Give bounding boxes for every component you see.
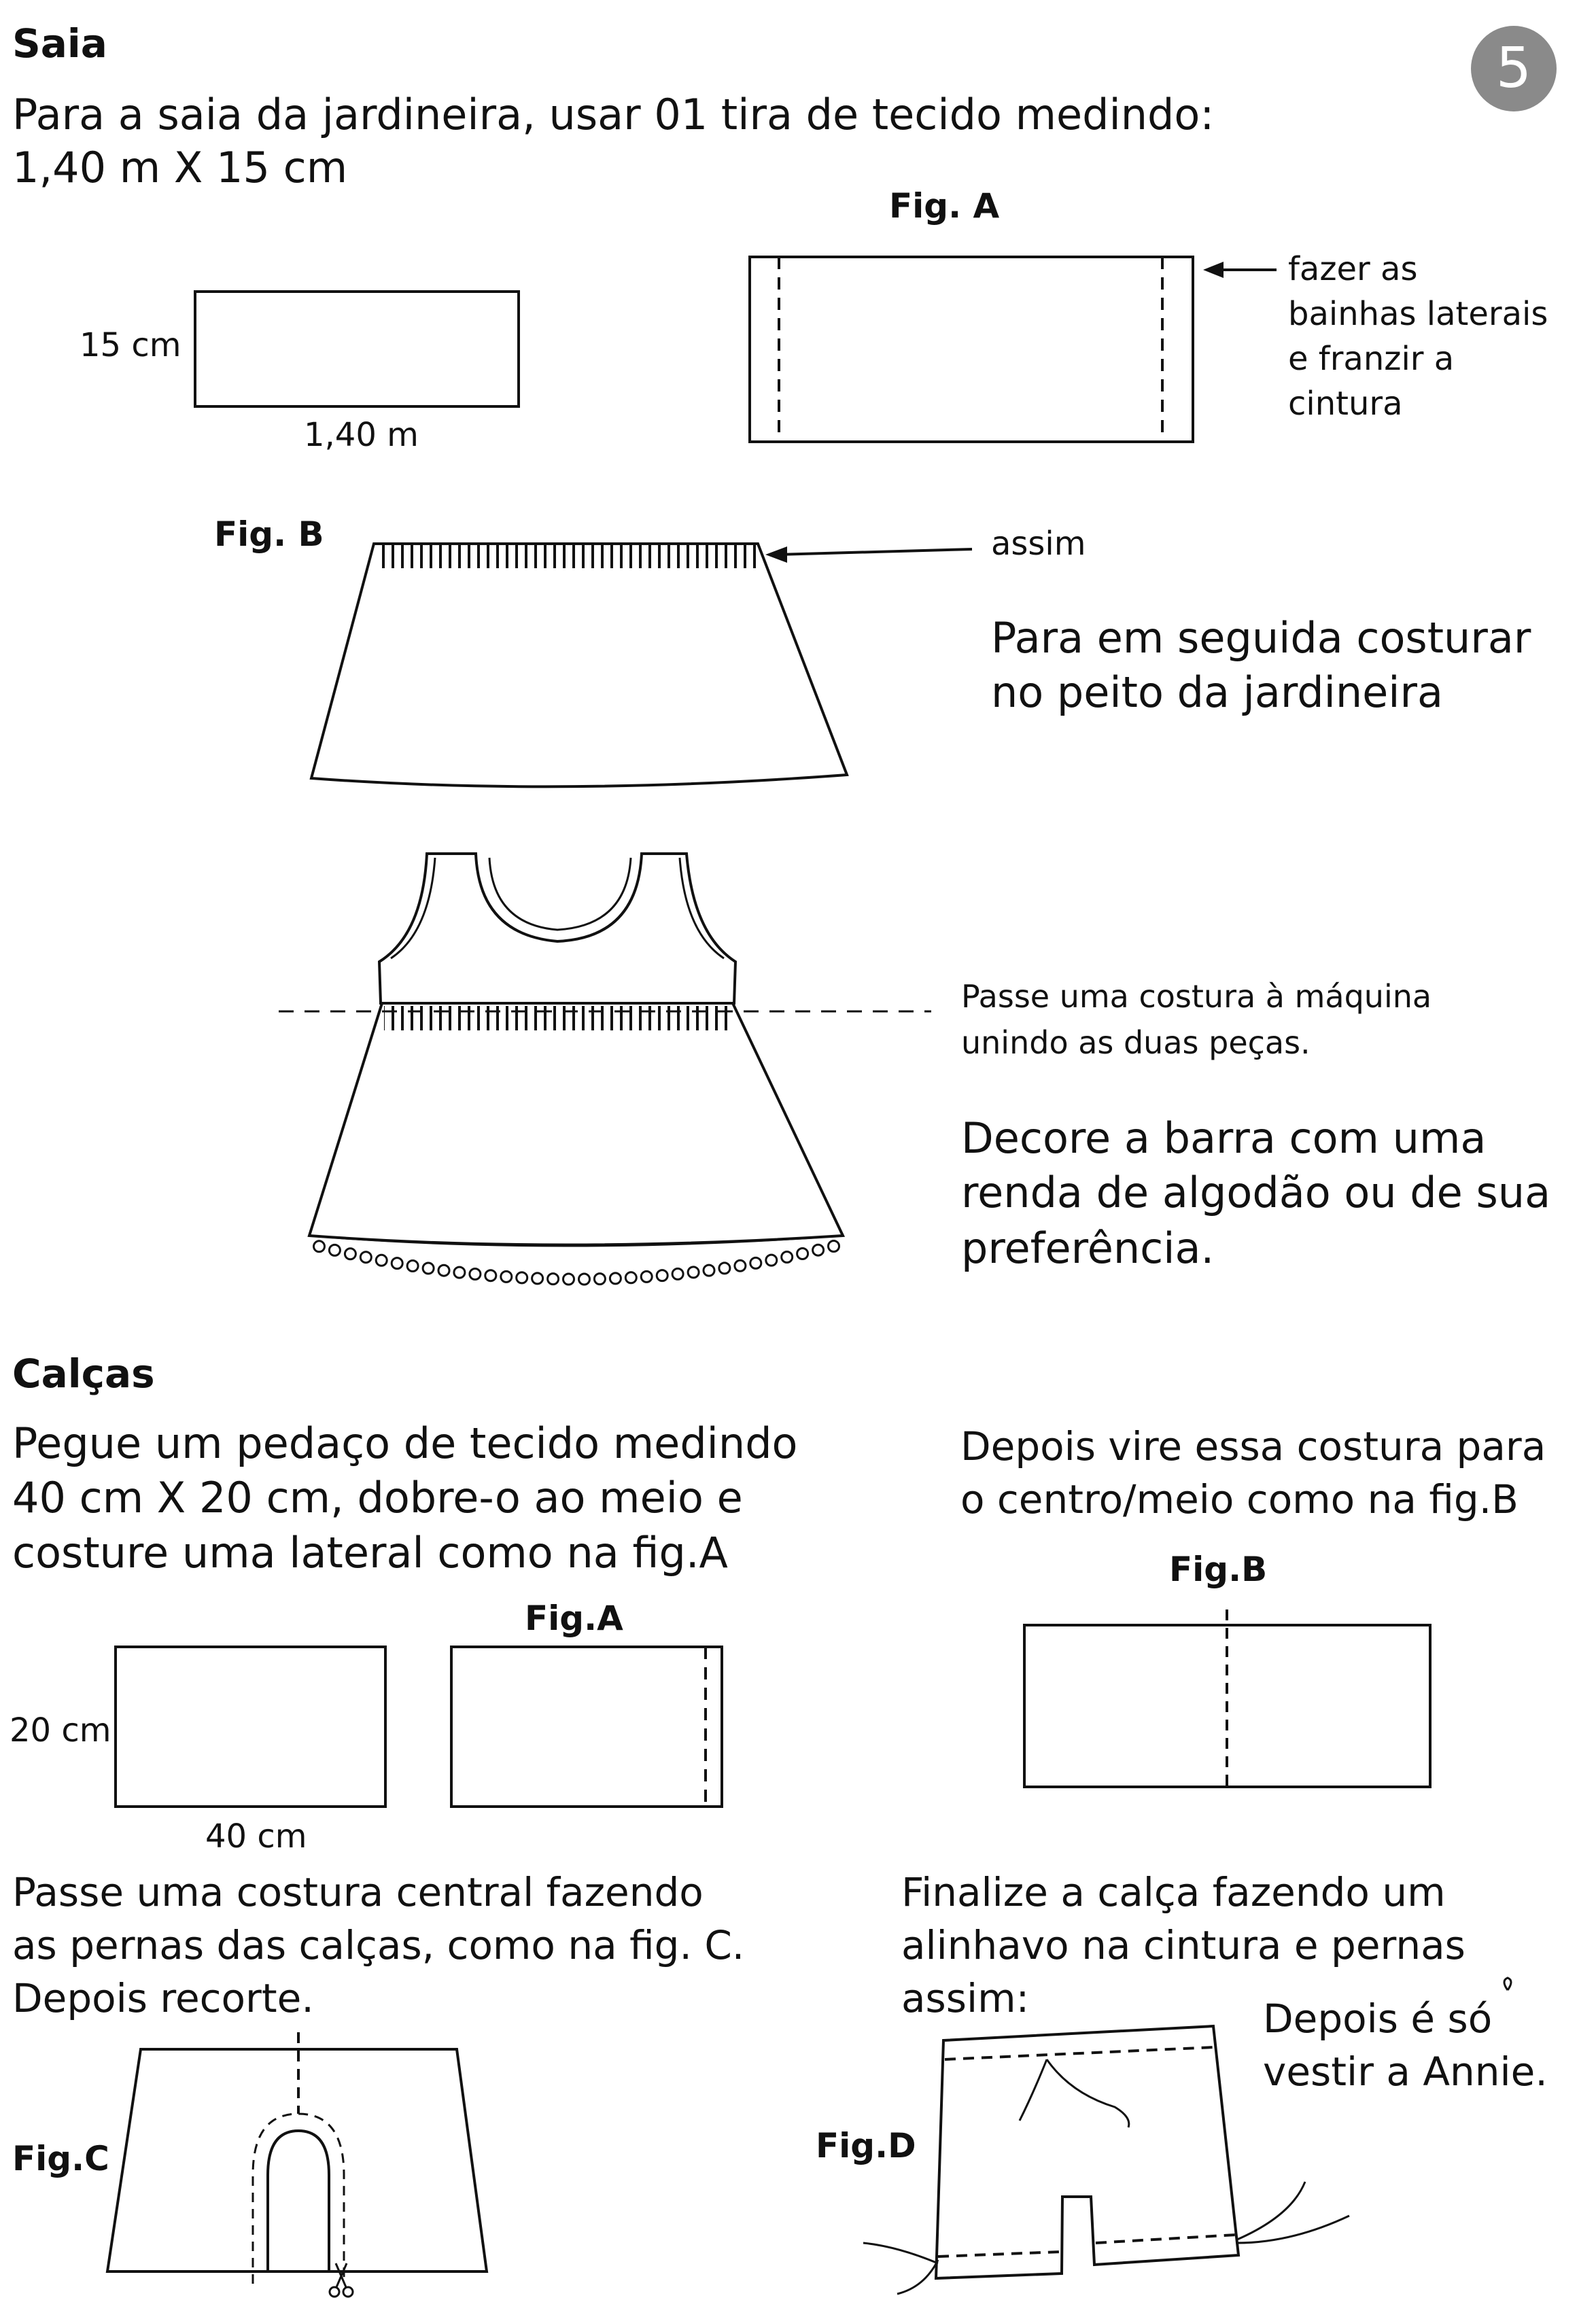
lace-scallop [563, 1274, 574, 1285]
calcas-intro-line1: Pegue um pedaço de tecido medindo [12, 1418, 798, 1468]
fig-a-note-line3: e franzir a [1288, 340, 1455, 378]
lace-scallop [376, 1255, 387, 1266]
final-text-line2: vestir a Annie. [1263, 2049, 1548, 2095]
fig-b-note: assim [991, 525, 1086, 563]
lace-scallop [454, 1267, 465, 1278]
saia-intro-line2: 1,40 m X 15 cm [12, 143, 348, 192]
lace-scallop [423, 1263, 434, 1274]
saia-intro-line1: Para a saia da jardineira, usar 01 tira de tecido medindo: [12, 90, 1215, 139]
lace-scallop [345, 1249, 355, 1259]
lace-scallop [672, 1268, 683, 1279]
dress-note-line2: unindo as duas peças. [961, 1024, 1311, 1061]
lace-scallop [532, 1273, 543, 1284]
dress-note-line1: Passe uma costura à máquina [961, 978, 1432, 1015]
heart-icon [1504, 1978, 1511, 1990]
dress-drawing [279, 854, 931, 1246]
pants-fabric-rect [116, 1647, 385, 1807]
step-c-text-line3: Depois recorte. [12, 1975, 314, 2021]
calcas-intro-line3: costure uma lateral como na fig.A [12, 1528, 728, 1578]
pants-fig-b-drawing [1024, 1609, 1430, 1787]
lace-scallop [657, 1270, 667, 1281]
page-number-badge: 5 [1471, 26, 1557, 111]
lace-scallop [579, 1274, 590, 1285]
fig-a-note-line1: fazer as [1288, 250, 1418, 288]
step-d-text-line1: Finalize a calça fazendo um [901, 1869, 1446, 1915]
final-text-line1: Depois é só [1263, 1996, 1493, 2042]
skirt-rect-width-label: 1,40 m [304, 416, 419, 454]
pants-fig-b-label: Fig.B [1169, 1550, 1268, 1589]
step-b-text-line2: o centro/meio como na fig.B [960, 1476, 1519, 1522]
lace-scallop [470, 1269, 481, 1280]
step-c-text-line1: Passe uma costura central fazendo [12, 1869, 704, 1915]
lace-scallop [407, 1261, 418, 1272]
dress-text-line3: preferência. [961, 1223, 1215, 1273]
step-d-text-line3: assim: [901, 1975, 1030, 2021]
lace-scallop [517, 1272, 527, 1283]
saia-heading: Saia [12, 20, 107, 67]
lace-scallop [813, 1244, 824, 1255]
fig-a-note-line4: cintura [1288, 385, 1403, 423]
lace-scallop [750, 1257, 761, 1268]
step-d-text-line2: alinhavo na cintura e pernas [901, 1922, 1465, 1968]
skirt-fig-b-label: Fig. B [214, 515, 324, 554]
lace-scallop [485, 1270, 496, 1281]
skirt-rect-height-label: 15 cm [80, 326, 181, 364]
lace-scallop [719, 1263, 730, 1274]
step-c-text-line2: as pernas das calças, como na fig. C. [12, 1922, 745, 1968]
fig-b-text-line1: Para em seguida costurar [991, 613, 1531, 663]
lace-scallop [392, 1258, 402, 1269]
lace-scallop [688, 1267, 699, 1278]
lace-scallop [360, 1252, 371, 1263]
pants-fig-a-label: Fig.A [525, 1599, 623, 1638]
fig-b-text-line2: no peito da jardineira [991, 667, 1444, 717]
calcas-heading: Calças [12, 1351, 155, 1397]
skirt-strip-rect [195, 292, 519, 406]
lace-scallop [735, 1260, 746, 1271]
lace-scallop [501, 1271, 512, 1282]
lace-scallop [610, 1273, 621, 1284]
pants-fig-c-drawing [107, 2032, 487, 2297]
skirt-fig-a-drawing [750, 257, 1277, 442]
pants-rect-height-label: 20 cm [10, 1711, 111, 1749]
skirt-fig-b-drawing [311, 544, 972, 786]
pants-fig-d-label: Fig.D [816, 2126, 916, 2165]
lace-scallop [782, 1252, 793, 1263]
pants-fig-c-label: Fig.C [12, 2139, 109, 2178]
lace-scallop [641, 1271, 652, 1282]
step-b-text-line1: Depois vire essa costura para [960, 1423, 1546, 1469]
dress-text-line1: Decore a barra com uma [961, 1113, 1487, 1163]
lace-scallop [314, 1241, 325, 1252]
fig-a-note-line2: bainhas laterais [1288, 295, 1548, 333]
lace-scallop [548, 1274, 559, 1285]
calcas-intro-line2: 40 cm X 20 cm, dobre-o ao meio e [12, 1473, 743, 1522]
lace-scallop [625, 1272, 636, 1283]
dress-text-line2: renda de algodão ou de sua [961, 1168, 1551, 1217]
lace-scallop [438, 1265, 449, 1276]
lace-scallop [594, 1274, 605, 1285]
lace-scallop [704, 1265, 714, 1276]
lace-scallop [329, 1244, 340, 1255]
skirt-fig-a-label: Fig. A [889, 186, 1000, 226]
scissors-icon [330, 2263, 353, 2297]
lace-trim [314, 1241, 839, 1285]
pants-rect-width-label: 40 cm [205, 1817, 307, 1856]
lace-scallop [829, 1241, 839, 1252]
pants-fig-a-drawing [451, 1647, 722, 1807]
lace-scallop [766, 1255, 777, 1266]
lace-scallop [797, 1249, 808, 1259]
